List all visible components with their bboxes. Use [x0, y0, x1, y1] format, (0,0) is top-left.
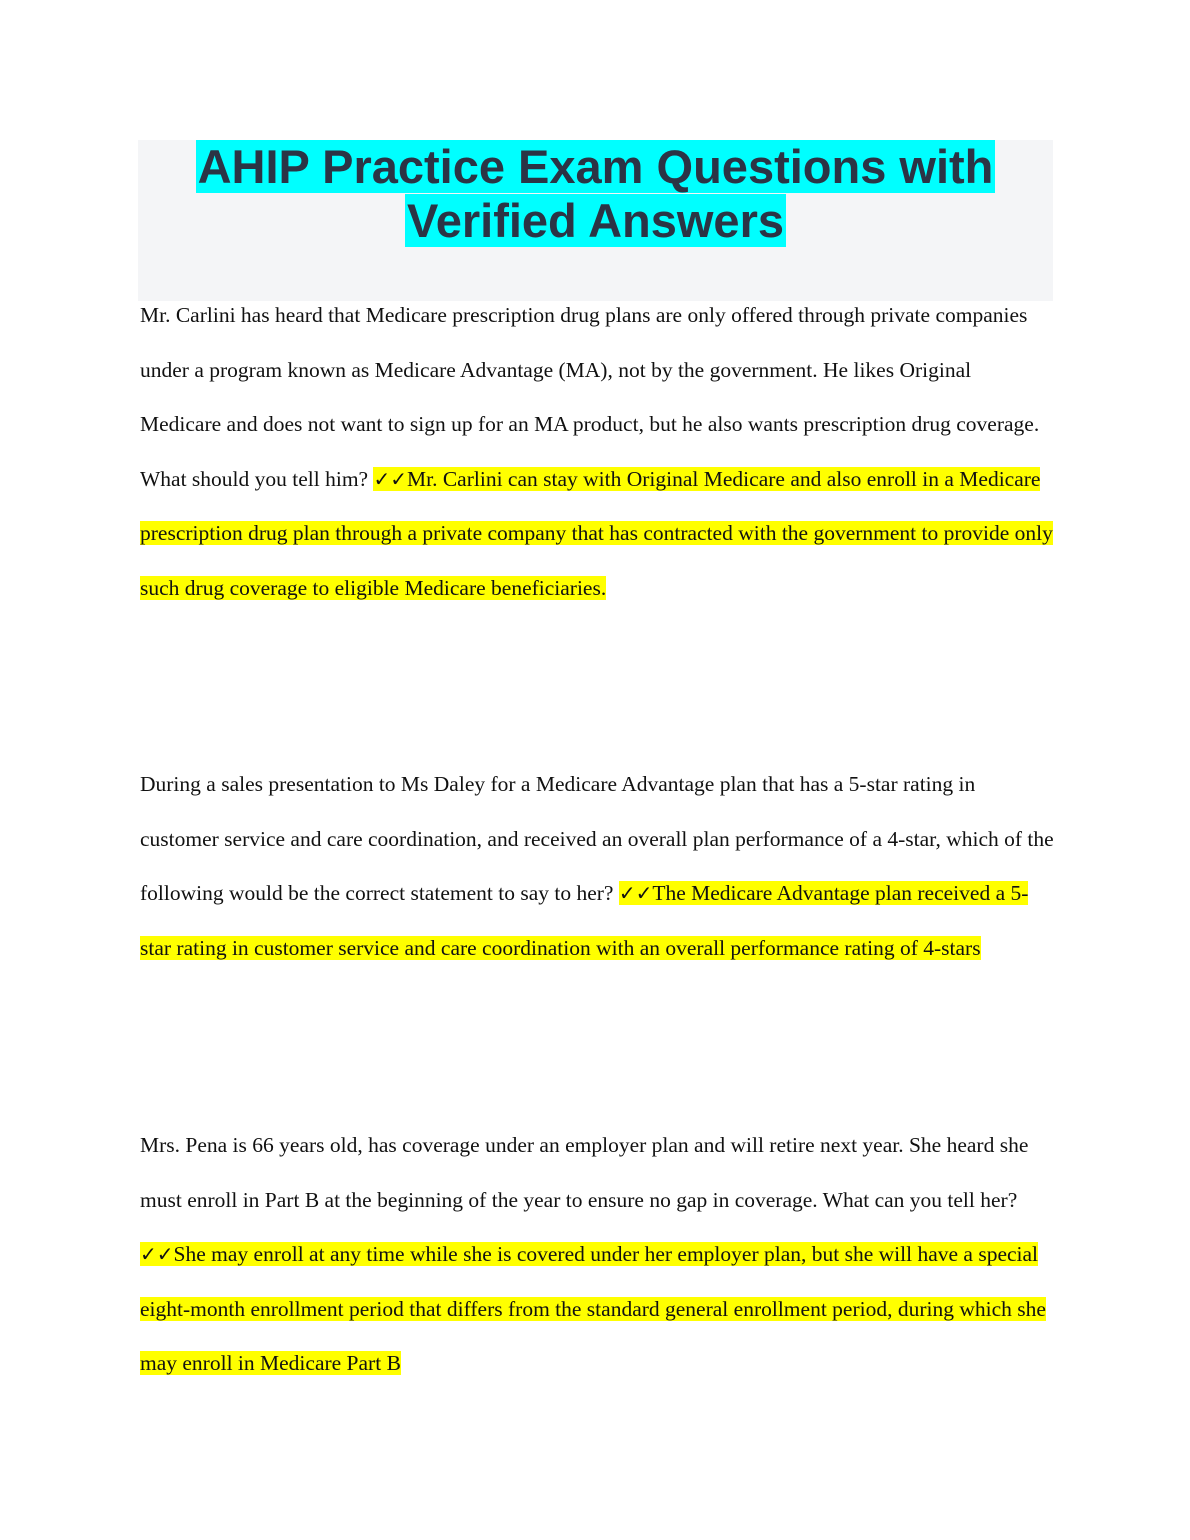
- answer-text: Mr. Carlini can stay with Original Medicare and also enroll in a Medicare prescription drug plan through a private company that has contracted with the government to provide only such drug coverage to eligible Medicare beneficiaries.: [140, 466, 1053, 600]
- question-block: [140, 757, 1055, 975]
- double-check-icon: ✓✓: [618, 881, 653, 905]
- question-text: During a sales presentation to Ms Daley for a Medicare Advantage plan that has a 5-star rating in customer service and care coordination, and received an overall plan performance of a 4-star, which of the following would be the correct statement to say to her?: [140, 772, 1054, 905]
- question-text: Mr. Carlini has heard that Medicare prescription drug plans are only offered through private companies under a program known as Medicare Advantage (MA), not by the government. He likes Original Medicare and does not want to sign up for an MA product, but he also wants prescription drug coverage. What should you tell him?: [140, 303, 1040, 491]
- question-block: [140, 288, 1055, 615]
- answer-text: The Medicare Advantage plan received a 5-star rating in customer service and care coordination with an overall performance rating of 4-stars: [140, 881, 1029, 960]
- page-title: AHIP Practice Exam Questions with: [197, 140, 994, 193]
- answer-text: She may enroll at any time while she is covered under her employer plan, but she will have a special eight-month enrollment period that differs from the standard general enrollment period, during which she may enroll in Medicare Part B: [140, 1242, 1046, 1375]
- title-box: [138, 140, 1053, 301]
- page-title-continued: Verified Answers: [406, 194, 785, 247]
- answer-text-highlight: [140, 1242, 1046, 1375]
- double-check-icon: ✓✓: [140, 1242, 174, 1266]
- question-block: [140, 1118, 1055, 1391]
- double-check-icon: ✓✓: [373, 466, 407, 491]
- question-text: Mrs. Pena is 66 years old, has coverage under an employer plan and will retire next year. She heard she must enroll in Part B at the beginning of the year to ensure no gap in coverage. What can you tell her?: [140, 1133, 1029, 1212]
